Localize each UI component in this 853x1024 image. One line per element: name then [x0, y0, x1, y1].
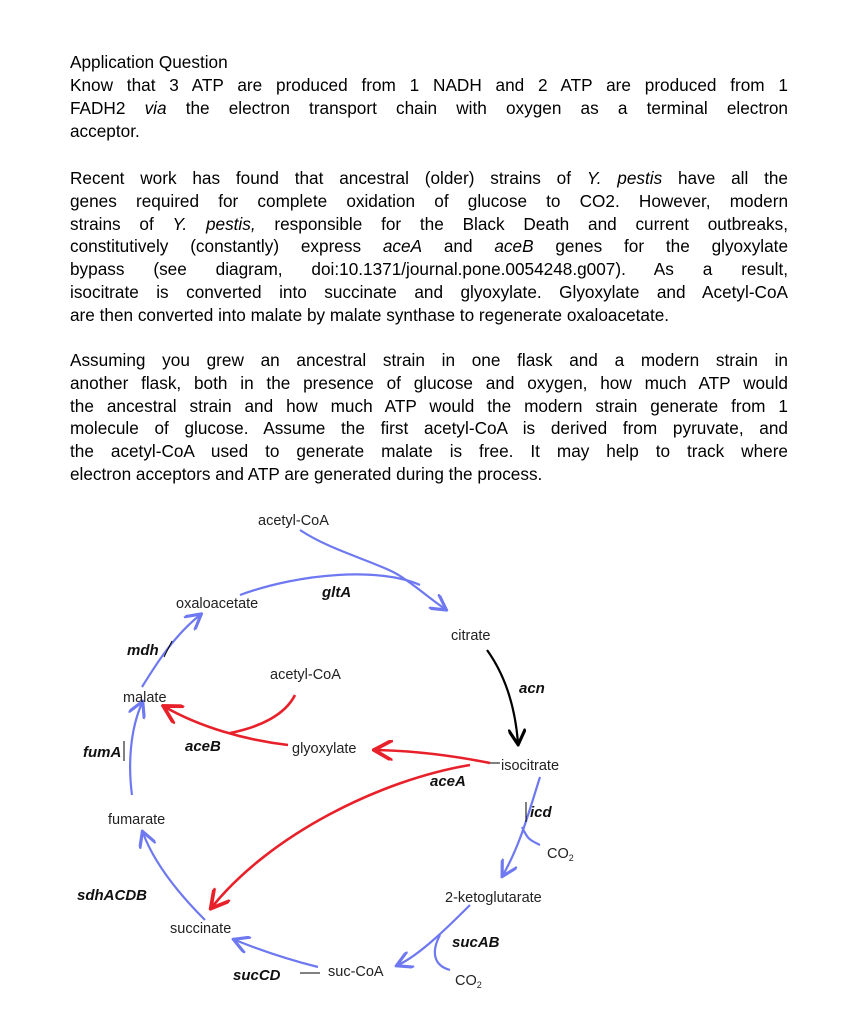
co2-sucab-subscript: 2	[476, 980, 482, 990]
p1-l2-a: FADH2	[70, 97, 145, 118]
p2-line-3	[70, 213, 788, 236]
enzyme-fuma: fumA	[83, 744, 122, 761]
bypass-arrows	[165, 695, 490, 907]
arrow-glyoxylate-to-malate	[165, 707, 288, 745]
glyoxylate-bypass-diagram	[0, 495, 853, 1024]
enzyme-glta: gltA	[322, 584, 352, 601]
arrow-isocitrate-to-ketoglutarate	[503, 777, 540, 875]
label-suc-coa: suc-CoA	[328, 964, 384, 980]
label-citrate: citrate	[451, 628, 491, 644]
arrow-acetyl-coa-to-malate	[230, 695, 295, 733]
p1-l2-via: via	[144, 97, 167, 118]
enzyme-sdhacdb: sdhACDB	[77, 887, 147, 904]
label-fumarate: fumarate	[108, 812, 166, 828]
p1-l2-b: the electron transport chain with oxygen as a terminal electron	[166, 97, 788, 118]
paragraph-atp-yield	[70, 74, 788, 142]
label-glyoxylate: glyoxylate	[292, 741, 357, 757]
enzyme-aceb: aceB	[185, 738, 221, 755]
enzyme-mdh: mdh	[127, 642, 159, 659]
p2-l1-b: have all the	[662, 168, 788, 188]
label-acetyl-coa-mid: acetyl-CoA	[270, 667, 341, 683]
label-succinate: succinate	[170, 921, 232, 937]
co2-icd-subscript: 2	[568, 853, 574, 863]
enzyme-acn: acn	[519, 680, 545, 697]
p2-line-4	[70, 235, 788, 258]
label-isocitrate: isocitrate	[501, 758, 560, 774]
co2-sucab-text: CO	[455, 973, 477, 989]
p2-l3-b: responsible for the Black Death and current outbreaks,	[255, 213, 788, 234]
p2-line-2: genes required for complete oxidation of glucose to CO2. However, modern	[70, 190, 788, 211]
p2-l3-a: strains of	[70, 213, 173, 234]
p2-l1-a: Recent work has found that ancestral (older) strains of	[70, 168, 587, 188]
label-malate: malate	[123, 690, 167, 706]
p2-line-7: are then converted into malate by malate synthase to regenerate oxaloacetate.	[70, 304, 670, 325]
arrow-co2-release-sucab	[435, 935, 450, 970]
p1-line-2	[70, 97, 788, 120]
label-co2-icd	[547, 846, 574, 863]
enzyme-succd: sucCD	[233, 967, 281, 984]
enzyme-icd: icd	[530, 804, 552, 821]
arrow-citrate-to-isocitrate	[487, 650, 518, 743]
p2-l4-b: genes for the glyoxylate	[533, 236, 789, 257]
co2-icd-text: CO	[547, 846, 569, 862]
p3-line-3: the ancestral strain and how much ATP would the modern strain generate from 1	[70, 395, 788, 416]
heading-text: Application Question	[70, 52, 228, 72]
arrow-isocitrate-to-glyoxylate	[376, 750, 490, 763]
question-heading	[70, 51, 788, 74]
p2-line-6: isocitrate is converted into succinate and glyoxylate. Glyoxylate and Acetyl-CoA	[70, 281, 788, 302]
p2-line-5: bypass (see diagram, doi:10.1371/journal.pone.0054248.g007). As a result,	[70, 259, 788, 280]
arrow-succinate-to-fumarate	[143, 833, 205, 920]
arrow-fumarate-to-malate	[130, 703, 142, 795]
p2-l4-gene-acea: aceA	[382, 236, 423, 257]
enzyme-acea: aceA	[430, 773, 466, 790]
p3-line-4: molecule of glucose. Assume the first acetyl-CoA is derived from pyruvate, and	[70, 418, 788, 439]
enzyme-sucab: sucAB	[452, 934, 500, 951]
label-2-ketoglutarate: 2-ketoglutarate	[445, 890, 542, 906]
label-oxaloacetate: oxaloacetate	[176, 596, 259, 612]
p2-l1-species: Y. pestis	[586, 168, 663, 188]
p2-line-1	[70, 167, 788, 190]
p2-l3-species: Y. pestis,	[172, 213, 256, 234]
p2-l4-a: constitutively (constantly) express	[70, 236, 383, 257]
arrow-co2-release-icd	[522, 827, 540, 845]
tick-mdh	[164, 641, 172, 657]
p3-line-1: Assuming you grew an ancestral strain in one flask and a modern strain in	[70, 350, 788, 370]
paragraph-background	[70, 167, 788, 327]
p2-l4-gene-aceb: aceB	[494, 236, 534, 257]
arrow-succoa-to-succinate	[235, 940, 318, 967]
label-co2-sucab	[455, 973, 482, 990]
paragraph-question	[70, 349, 788, 486]
p3-line-2: another flask, both in the presence of glucose and oxygen, how much ATP would	[70, 372, 788, 393]
p1-line-1: Know that 3 ATP are produced from 1 NADH and 2 ATP are produced from 1	[70, 75, 788, 95]
p2-l4-and: and	[422, 236, 495, 257]
p3-line-6: electron acceptors and ATP are generated during the process.	[70, 463, 543, 484]
p1-line-3: acceptor.	[70, 120, 140, 141]
p3-line-5: the acetyl-CoA used to generate malate is free. It may help to track where	[70, 441, 788, 462]
label-acetyl-coa-top: acetyl-CoA	[258, 513, 329, 529]
